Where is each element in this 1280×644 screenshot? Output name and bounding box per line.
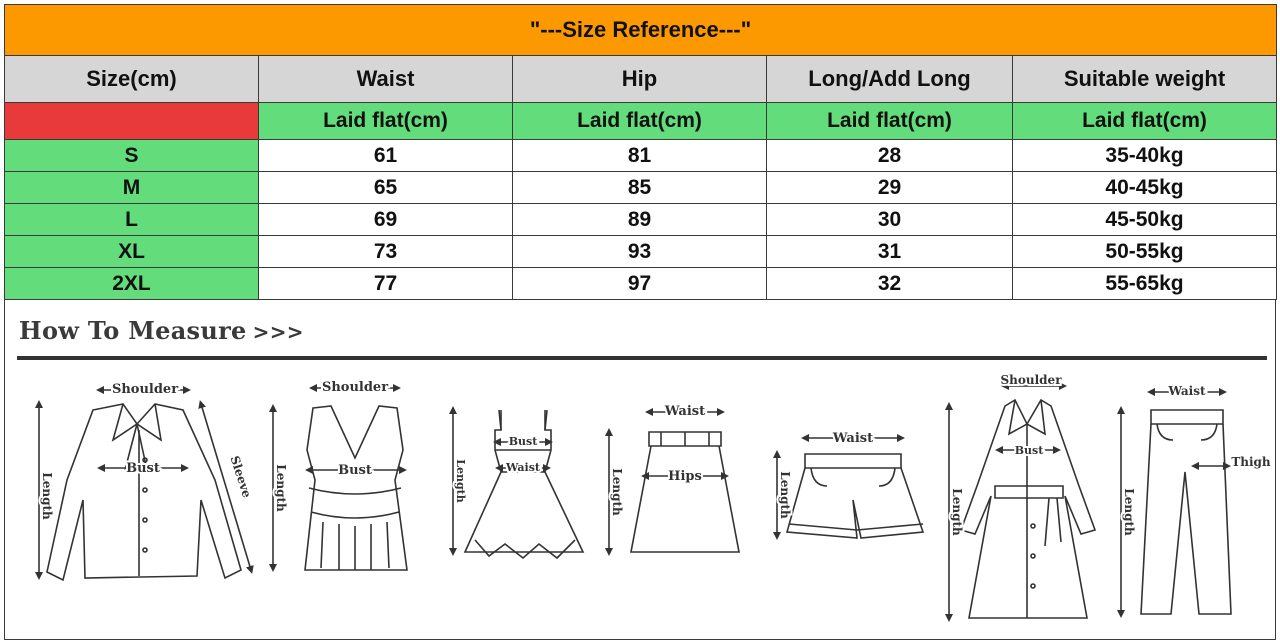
hip-cell: 81: [513, 140, 767, 172]
hip-cell: 97: [513, 268, 767, 300]
tank-top-diagram-icon: [273, 388, 407, 570]
unit-length: Laid flat(cm): [767, 103, 1013, 140]
label-waist: Waist: [506, 461, 540, 474]
weight-cell: 35-40kg: [1013, 140, 1277, 172]
coat-diagram-icon: [949, 386, 1095, 618]
length-cell: 28: [767, 140, 1013, 172]
label-bust: Bust: [338, 463, 372, 478]
table-row: [5, 140, 1277, 172]
size-cell: XL: [5, 236, 259, 268]
pants-diagram-icon: [1121, 392, 1231, 614]
waist-cell: 61: [259, 140, 513, 172]
blouse-diagram-icon: [39, 390, 251, 580]
header-size: Size(cm): [5, 56, 259, 103]
label-length: Length: [610, 468, 624, 516]
label-bust: Bust: [508, 435, 538, 448]
label-waist: Waist: [832, 431, 874, 446]
label-bust: Bust: [1014, 444, 1044, 457]
length-cell: 31: [767, 236, 1013, 268]
arrows-icon: >>>: [252, 320, 304, 344]
label-sleeve: Sleeve: [227, 454, 255, 500]
header-weight: Suitable weight: [1013, 56, 1277, 103]
label-shoulder: Shoulder: [1000, 373, 1062, 387]
size-chart-sheet: [4, 4, 1276, 640]
label-thigh: Thigh: [1231, 455, 1271, 469]
hip-cell: 85: [513, 172, 767, 204]
label-waist: Waist: [664, 404, 706, 419]
how-to-measure-panel: [4, 300, 1276, 640]
length-cell: 32: [767, 268, 1013, 300]
label-bust: Bust: [126, 461, 160, 476]
label-waist: Waist: [1168, 384, 1206, 398]
label-length: Length: [274, 464, 288, 512]
size-table: [4, 4, 1277, 300]
header-length: Long/Add Long: [767, 56, 1013, 103]
table-row: [5, 172, 1277, 204]
waist-cell: 69: [259, 204, 513, 236]
size-cell: L: [5, 204, 259, 236]
size-cell: S: [5, 140, 259, 172]
label-shoulder: Shoulder: [111, 382, 179, 397]
header-row: [5, 56, 1277, 103]
weight-cell: 45-50kg: [1013, 204, 1277, 236]
header-hip: Hip: [513, 56, 767, 103]
weight-cell: 40-45kg: [1013, 172, 1277, 204]
label-length: Length: [454, 459, 467, 503]
dress-diagram-icon: [453, 410, 583, 558]
header-waist: Waist: [259, 56, 513, 103]
unit-blank-cell: [5, 103, 259, 140]
label-length: Length: [950, 488, 964, 536]
table-row: [5, 268, 1277, 300]
shorts-diagram-icon: [777, 438, 923, 538]
hip-cell: 93: [513, 236, 767, 268]
waist-cell: 65: [259, 172, 513, 204]
weight-cell: 55-65kg: [1013, 268, 1277, 300]
waist-cell: 77: [259, 268, 513, 300]
label-hips: Hips: [668, 469, 702, 484]
how-to-measure-heading: How To Measure: [19, 316, 247, 345]
length-cell: 30: [767, 204, 1013, 236]
garment-diagrams: [5, 300, 1277, 640]
weight-cell: 50-55kg: [1013, 236, 1277, 268]
table-row: [5, 236, 1277, 268]
size-cell: 2XL: [5, 268, 259, 300]
length-cell: 29: [767, 172, 1013, 204]
label-length: Length: [778, 471, 792, 519]
unit-weight: Laid flat(cm): [1013, 103, 1277, 140]
size-cell: M: [5, 172, 259, 204]
unit-hip: Laid flat(cm): [513, 103, 767, 140]
table-title: "---Size Reference---": [5, 5, 1277, 56]
table-row: [5, 204, 1277, 236]
label-shoulder: Shoulder: [321, 380, 389, 395]
label-length: Length: [40, 472, 54, 520]
label-length: Length: [1122, 488, 1136, 536]
unit-waist: Laid flat(cm): [259, 103, 513, 140]
hip-cell: 89: [513, 204, 767, 236]
waist-cell: 73: [259, 236, 513, 268]
unit-row: [5, 103, 1277, 140]
